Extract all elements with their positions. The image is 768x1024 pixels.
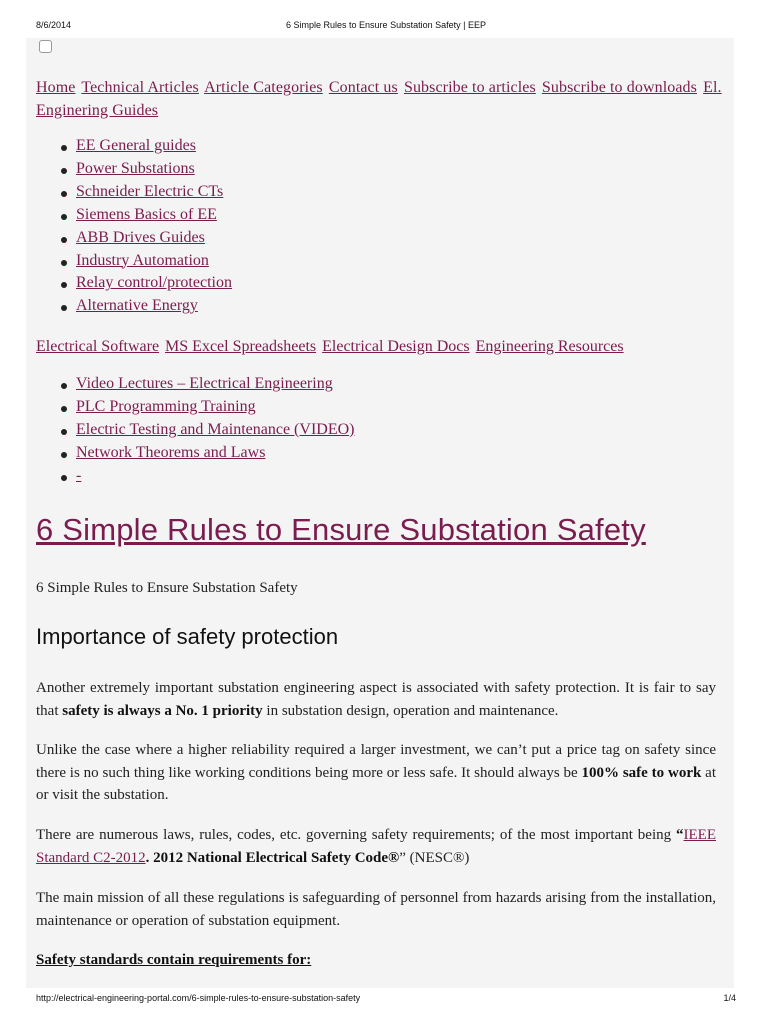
page-number: 1/4 — [723, 993, 736, 1003]
list-item — [36, 272, 636, 295]
print-url: http://electrical-engineering-portal.com/6-simple-rules-to-ensure-substation-safety — [36, 993, 361, 1003]
nav-link-technical-articles[interactable]: Technical Articles — [81, 79, 199, 96]
nav-link-subscribe-articles[interactable]: Subscribe to articles — [403, 79, 536, 96]
guide-link-siemens[interactable]: Siemens Basics of EE — [76, 205, 217, 223]
paragraph-text: ” (NESC®) — [399, 849, 470, 866]
article-title-link[interactable]: 6 Simple Rules to Ensure Substation Safety — [36, 512, 646, 547]
list-item — [36, 135, 636, 158]
list-item — [36, 158, 636, 181]
paragraph-text: in substation design, operation and maintenance. — [262, 702, 559, 719]
nav-link-subscribe-downloads[interactable]: Subscribe to downloads — [541, 79, 697, 96]
secondary-nav — [36, 335, 731, 358]
list-item — [36, 181, 636, 204]
guide-link-alternative-energy[interactable]: Alternative Energy — [76, 297, 198, 315]
list-item — [36, 250, 636, 273]
resource-link-dash[interactable]: - — [76, 466, 82, 484]
guide-link-relay-protection[interactable]: Relay control/protection — [76, 274, 232, 292]
paragraph-text: There are numerous laws, rules, codes, etc. governing safety requirements; of the most important being — [36, 827, 677, 843]
nav-link-design-docs[interactable]: Electrical Design Docs — [322, 338, 470, 355]
image-caption: 6 Simple Rules to Ensure Substation Safety — [36, 580, 298, 596]
bold-text: safety is always a No. 1 priority — [62, 702, 263, 719]
guide-link-schneider-cts[interactable]: Schneider Electric CTs — [76, 182, 224, 200]
menu-toggle-checkbox[interactable] — [39, 40, 52, 53]
print-date: 8/6/2014 — [36, 20, 72, 30]
print-footer — [36, 993, 736, 1007]
list-item — [36, 396, 636, 419]
resource-link-plc-training[interactable]: PLC Programming Training — [76, 397, 256, 415]
paragraph-text: Another extremely important substation engineering aspect is associated with safety protection. It is fair to say that — [36, 680, 716, 719]
list-item — [36, 227, 636, 250]
section-heading: Importance of safety protection — [36, 624, 339, 649]
main-nav — [36, 76, 731, 122]
guides-submenu — [36, 135, 636, 318]
standards-subheading: Safety standards contain requirements for: — [36, 952, 312, 968]
guide-link-abb-drives[interactable]: ABB Drives Guides — [76, 228, 205, 246]
nav-link-engineering-guides[interactable]: El. Enginering Guides — [36, 79, 722, 119]
resources-submenu — [36, 373, 636, 488]
resource-link-testing-maintenance[interactable]: Electric Testing and Maintenance (VIDEO) — [76, 420, 355, 438]
bold-text: 100% safe to work — [581, 764, 702, 781]
list-item — [36, 204, 636, 227]
bold-text: . 2012 National Electrical Safety Code® — [145, 849, 400, 866]
paragraph-4: The main mission of all these regulations is safeguarding of personnel from hazards arising from the installation, maintenance or operation of substation equipment. — [36, 890, 716, 929]
print-header — [36, 20, 736, 34]
paragraph-2 — [36, 739, 716, 807]
resource-link-network-theorems[interactable]: Network Theorems and Laws — [76, 443, 266, 461]
page-sheet — [26, 38, 734, 988]
list-item — [36, 295, 636, 318]
nav-link-article-categories[interactable]: Article Categories — [204, 79, 323, 96]
ieee-standard-link[interactable]: IEEE Standard C2-2012 — [36, 827, 716, 866]
guide-link-industry-automation[interactable]: Industry Automation — [76, 251, 209, 269]
nav-link-excel-spreadsheets[interactable]: MS Excel Spreadsheets — [165, 338, 317, 355]
list-item — [36, 373, 636, 396]
list-item — [36, 465, 636, 488]
nav-link-home[interactable]: Home — [36, 79, 76, 96]
list-item — [36, 419, 636, 442]
paragraph-text: at or visit the substation. — [36, 764, 716, 803]
resource-link-video-lectures[interactable]: Video Lectures – Electrical Engineering — [76, 375, 333, 392]
paragraph-text: Unlike the case where a higher reliability required a larger investment, we can’t put a price tag on safety since there is no such thing like working conditions being more or less safe. It should always be — [36, 742, 716, 781]
guide-link-power-substations[interactable]: Power Substations — [76, 159, 195, 177]
bold-text: “ — [676, 827, 684, 843]
print-title: 6 Simple Rules to Ensure Substation Safety | EEP — [286, 20, 486, 30]
nav-link-contact-us[interactable]: Contact us — [328, 79, 398, 96]
paragraph-3 — [36, 824, 716, 869]
list-item — [36, 442, 636, 465]
paragraph-1 — [36, 677, 716, 722]
nav-link-engineering-resources[interactable]: Engineering Resources — [475, 338, 624, 355]
guide-link-ee-general[interactable]: EE General guides — [76, 137, 196, 154]
nav-link-electrical-software[interactable]: Electrical Software — [36, 338, 160, 355]
